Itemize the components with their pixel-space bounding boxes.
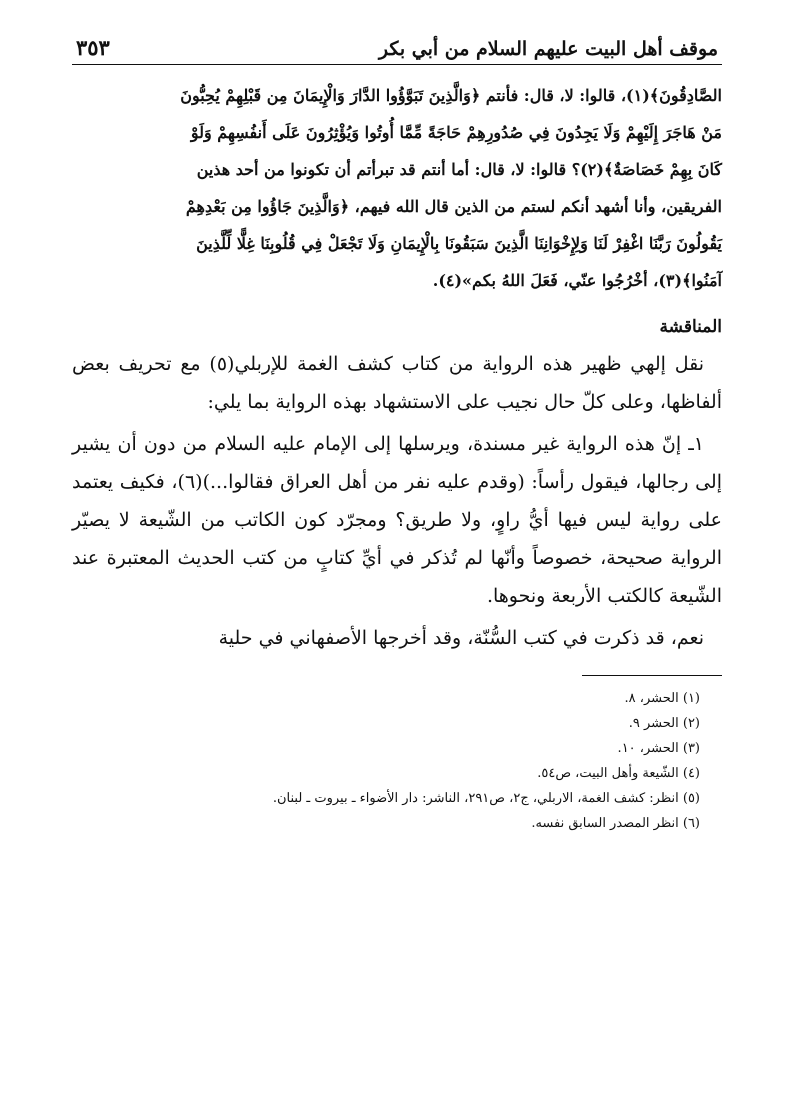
- footnote-item: (١) الحشر، ٨.: [624, 691, 700, 706]
- footnote-item: (٤) الشّيعة وأهل البيت، ص٥٤.: [537, 766, 700, 781]
- footnote-item: (٢) الحشر ٩.: [628, 716, 700, 731]
- footnote-item: (٦) انظر المصدر السابق نفسه.: [531, 816, 700, 831]
- page-number: ٣٥٣: [76, 35, 110, 60]
- quote-line: الفريقين، وأنا أشهد أنكم لستم من الذين قال الله فيهم، ﴿وَالَّذِينَ جَاؤُوا مِن بَعْدِهِمْ: [185, 197, 722, 216]
- paragraph: نعم، قد ذكرت في كتب السُّنّة، وقد أخرجها الأصفهاني في حلية: [218, 627, 704, 649]
- footnote-divider: [582, 675, 722, 676]
- quote-line: مَنْ هَاجَرَ إِلَيْهِمْ وَلَا يَجِدُونَ فِي صُدُورِهِمْ حَاجَةً مِّمَّا أُوتُوا وَيُؤْثِرُونَ عَلَى أَنفُسِهِمْ وَلَوْ: [190, 123, 722, 142]
- document-page: [72, 20, 722, 1090]
- quote-line: آمَنُوا﴾(٣)، أخْرُجُوا عنّي، فَعَلَ اللهُ بكم»(٤).: [432, 271, 722, 290]
- paragraph: ١ـ إنّ هذه الرواية غير مسندة، ويرسلها إلى الإمام عليه السلام من دون أن يشير إلى رجالها، فيقول رأساً: (وقدم عليه نفر من أهل العراق فقالوا...)(٦)، فكيف يعتمد على رواية ليس فيها أيُّ راوٍ، ولا طريق؟ ومجرّد كون الكاتب من الشّيعة لا يصيّر الرواية صحيحة، خصوصاً وأنّها لم تُذكر في أيِّ كتابٍ من كتب الحديث المعتبرة عند الشّيعة كالكتب الأربعة ونحوها.: [72, 433, 722, 607]
- quote-line: كَانَ بِهِمْ خَصَاصَةٌ﴾(٢)؟ قالوا: لا، قال: أما أنتم قد تبرأتم أن تكونوا من أحد هذين: [196, 160, 722, 179]
- paragraph: نقل إلهي ظهير هذه الرواية من كتاب كشف الغمة للإربلي(٥) مع تحريف بعض ألفاظها، وعلى كلّ حال نجيب على الاستشهاد بهذه الرواية بما يلي:: [72, 353, 722, 413]
- quote-line: يَقُولُونَ رَبَّنَا اغْفِرْ لَنَا وَلِإِخْوَانِنَا الَّذِينَ سَبَقُونَا بِالْإِيمَانِ وَلَا تَجْعَلْ فِي قُلُوبِنَا غِلًّا لِّلَّذِينَ: [196, 234, 722, 253]
- quoted-narration: [72, 77, 722, 299]
- quote-line: الصَّادِقُونَ﴾(١)، قالوا: لا، قال: فأنتم ﴿وَالَّذِينَ تَبَوَّؤُوا الدَّارَ وَالْإِيمَانَ مِن قَبْلِهِمْ يُحِبُّونَ: [180, 86, 722, 105]
- footnote-item: (٣) الحشر، ١٠.: [617, 741, 700, 756]
- section-heading: المناقشة: [659, 317, 722, 337]
- page-header: [72, 20, 722, 65]
- running-title: موقف أهل البيت عليهم السلام من أبي بكر: [378, 38, 718, 60]
- body-text: [72, 345, 722, 657]
- footnote-item: (٥) انظر: كشف الغمة، الاربلي، ج٢، ص٢٩١، الناشر: دار الأضواء ـ بيروت ـ لبنان.: [272, 791, 700, 806]
- footnotes-list: [72, 686, 722, 836]
